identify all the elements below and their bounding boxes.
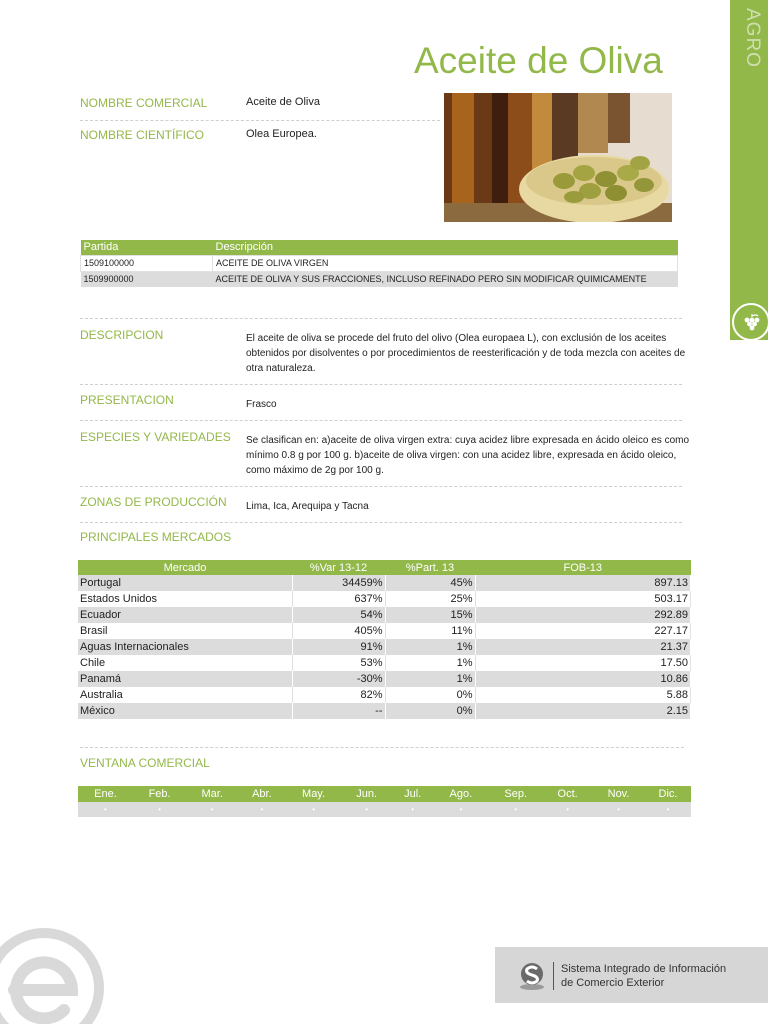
month-mark: • [286, 802, 342, 817]
descripcion-header: Descripción [213, 240, 678, 255]
ventana-table [78, 786, 691, 817]
partida-description: ACEITE DE OLIVA Y SUS FRACCIONES, INCLUSO REFINADO PERO SIN MODIFICAR QUIMICAMENTE [213, 271, 678, 287]
month-mark: • [592, 802, 645, 817]
market-fob: 5.88 [475, 687, 691, 703]
market-var: 54% [292, 607, 385, 623]
table-row [81, 271, 678, 287]
month-mark: • [645, 802, 691, 817]
market-var: 53% [292, 655, 385, 671]
market-name: Estados Unidos [78, 591, 292, 607]
zonas-label: ZONAS DE PRODUCCIÓN [80, 495, 227, 509]
month-header: Ago. [433, 786, 488, 802]
table-row [78, 575, 691, 591]
fob-header: FOB-13 [475, 560, 691, 575]
olive-oil-photo [444, 93, 672, 222]
market-name: Chile [78, 655, 292, 671]
table-row [78, 655, 691, 671]
month-header: Sep. [488, 786, 543, 802]
market-part: 0% [385, 687, 475, 703]
market-part: 11% [385, 623, 475, 639]
market-var: -- [292, 703, 385, 719]
market-fob: 227.17 [475, 623, 691, 639]
footer-line-1: Sistema Integrado de Información [561, 963, 727, 975]
divider [80, 747, 684, 748]
month-header: Abr. [238, 786, 285, 802]
nombre-cientifico-label: NOMBRE CIENTÍFICO [80, 128, 205, 142]
table-row [78, 607, 691, 623]
market-part: 15% [385, 607, 475, 623]
divider [80, 120, 440, 121]
divider [80, 318, 682, 319]
market-part: 1% [385, 639, 475, 655]
nombre-comercial-label: NOMBRE COMERCIAL [80, 96, 208, 110]
month-mark: • [433, 802, 488, 817]
month-header: Nov. [592, 786, 645, 802]
month-header: Ene. [78, 786, 133, 802]
market-name: Panamá [78, 671, 292, 687]
month-mark: • [543, 802, 592, 817]
market-var: 34459% [292, 575, 385, 591]
market-fob: 2.15 [475, 703, 691, 719]
month-header: Feb. [133, 786, 186, 802]
partida-table [80, 240, 678, 288]
table-row [78, 703, 691, 719]
descripcion-label: DESCRIPCION [80, 328, 164, 342]
table-row [78, 639, 691, 655]
market-var: 637% [292, 591, 385, 607]
market-fob: 897.13 [475, 575, 691, 591]
month-mark: • [133, 802, 186, 817]
table-row [78, 671, 691, 687]
partida-code: 1509100000 [81, 255, 213, 271]
market-var: -30% [292, 671, 385, 687]
market-fob: 503.17 [475, 591, 691, 607]
table-row [78, 623, 691, 639]
month-header: Mar. [186, 786, 238, 802]
market-part: 0% [385, 703, 475, 719]
market-part: 25% [385, 591, 475, 607]
market-var: 82% [292, 687, 385, 703]
siicex-logo-icon [518, 961, 546, 996]
month-mark: • [238, 802, 285, 817]
partida-code: 1509900000 [81, 271, 213, 287]
month-header: Jun. [341, 786, 391, 802]
mercados-label: PRINCIPALES MERCADOS [80, 530, 232, 544]
nombre-cientifico-value: Olea Europea. [246, 128, 317, 140]
especies-text: Se clasifican en: a)aceite de oliva virgen extra: cuya acidez libre expresada en ácido oleico es como mínimo 0.8 g por 100 g. b)aceite de oliva virgen: con una acidez libre, expresada en ácido oleico, como máximo de 2g por 100 g. [246, 435, 690, 476]
divider [80, 384, 682, 385]
market-fob: 292.89 [475, 607, 691, 623]
footer-line-2: de Comercio Exterior [561, 977, 665, 989]
market-part: 1% [385, 671, 475, 687]
table-row [78, 687, 691, 703]
market-name: Brasil [78, 623, 292, 639]
month-header: Dic. [645, 786, 691, 802]
e-logo-icon [0, 926, 107, 1024]
zonas-text: Lima, Ica, Arequipa y Tacna [246, 501, 369, 512]
side-label: AGRO [742, 8, 763, 68]
market-part: 45% [385, 575, 475, 591]
month-mark: • [78, 802, 133, 817]
market-fob: 17.50 [475, 655, 691, 671]
partida-header: Partida [81, 240, 213, 255]
table-row [81, 255, 678, 271]
month-header: May. [286, 786, 342, 802]
month-mark: • [488, 802, 543, 817]
divider [80, 522, 682, 523]
grapes-icon [732, 303, 768, 341]
month-header: Oct. [543, 786, 592, 802]
mercado-header: Mercado [78, 560, 292, 575]
month-mark: • [341, 802, 391, 817]
market-name: Portugal [78, 575, 292, 591]
presentacion-label: PRESENTACION [80, 393, 174, 407]
market-var: 91% [292, 639, 385, 655]
month-header: Jul. [392, 786, 434, 802]
month-mark: • [392, 802, 434, 817]
nombre-comercial-value: Aceite de Oliva [246, 96, 320, 108]
market-name: Ecuador [78, 607, 292, 623]
especies-label: ESPECIES Y VARIEDADES [80, 430, 231, 444]
market-name: Aguas Internacionales [78, 639, 292, 655]
presentacion-text: Frasco [246, 399, 277, 410]
ventana-label: VENTANA COMERCIAL [80, 756, 210, 770]
divider [80, 420, 682, 421]
month-mark: • [186, 802, 238, 817]
market-name: México [78, 703, 292, 719]
markets-table [78, 560, 691, 719]
footer-text [561, 962, 726, 990]
part-header: %Part. 13 [385, 560, 475, 575]
table-row [78, 591, 691, 607]
market-var: 405% [292, 623, 385, 639]
var-header: %Var 13-12 [292, 560, 385, 575]
divider [80, 486, 682, 487]
descripcion-text: El aceite de oliva se procede del fruto del olivo (Olea europaea L), con exclusión de los aceites obtenidos por disolventes o por procedimientos de reesterificación y de toda mezcla con aceites de otra naturaleza. [246, 333, 686, 374]
market-fob: 10.86 [475, 671, 691, 687]
partida-description: ACEITE DE OLIVA VIRGEN [213, 255, 678, 271]
market-name: Australia [78, 687, 292, 703]
page-title: Aceite de Oliva [414, 40, 663, 81]
footer-separator [553, 962, 554, 990]
market-part: 1% [385, 655, 475, 671]
market-fob: 21.37 [475, 639, 691, 655]
table-row [78, 802, 691, 817]
